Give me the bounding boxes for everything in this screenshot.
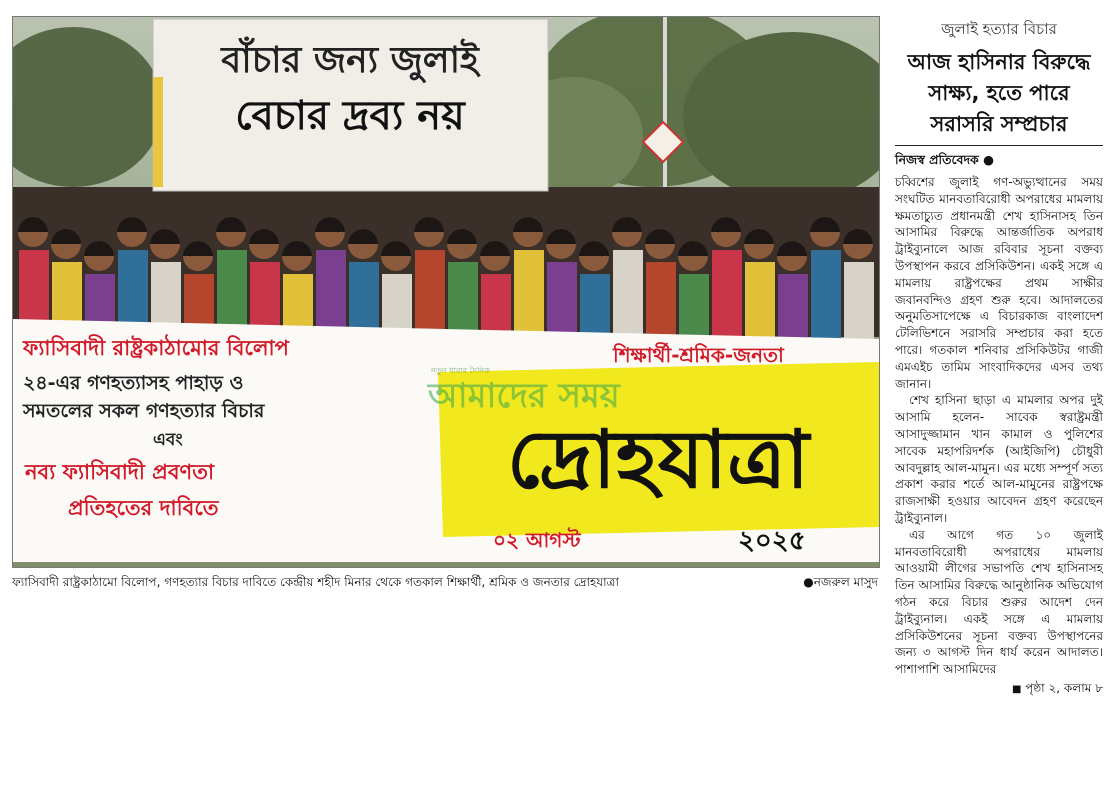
banner-big-word: দ্রোহযাত্রা [506, 413, 810, 506]
article-byline [895, 152, 1103, 172]
watermark-text: আমাদের সময় [428, 376, 620, 416]
article-body [895, 174, 1103, 678]
bullet-icon: ● [983, 152, 995, 167]
banner-right-top: শিক্ষার্থী-শ্রমিক-জনতা [613, 343, 784, 367]
photo-caption [12, 574, 878, 594]
article-paragraph: এর আগে গত ১০ জুলাই মানবতাবিরোধী অপরাধের মামলায় আওয়ামী লীগের সভাপতি শেখ হাসিনাসহ তিন আসামির বিরুদ্ধে আনুষ্ঠানিক অভিযোগ গঠন করে বিচার শুরুর আদেশ দেন ট্রাইব্যুনাল। একই সঙ্গে এ মামলায় প্রসিকিউশনের সূচনা বক্তব্য উপস্থাপনের জন্য ৩ আগস্ট দিন ধার্য করেন আদালত। পাশাপাশি আসামিদের [895, 527, 1103, 677]
news-photo [12, 16, 880, 568]
main-banner [13, 319, 879, 562]
continued-link[interactable] [895, 680, 1103, 700]
article-headline: আজ হাসিনার বিরুদ্ধে সাক্ষ্য, হতে পারে সরাসরি সম্প্রচার [907, 50, 1091, 136]
banner-left-line6: প্রতিহতের দাবিতে [68, 496, 219, 520]
photo-credit: ● নজরুল মাসুদ [803, 574, 878, 594]
banner-top [153, 19, 548, 191]
banner-top-line1: বাঁচার জন্য জুলাই [221, 40, 479, 81]
article-paragraph: শেখ হাসিনা ছাড়া এ মামলার অপর দুই আসামি হলেন- সাবেক স্বরাষ্ট্রমন্ত্রী আসাদুজ্জামান খান কামাল ও পুলিশের সাবেক মহাপরিদর্শক (আইজিপি) চৌধুরী আবদুল্লাহ আল-মামুন। এর মধ্যে সম্পূর্ণ সত্য প্রকাশ করার শর্তে আল-মামুনের রাষ্ট্রপক্ষে রাজসাক্ষী হওয়ার আবেদন গ্রহণ করেছেন ট্রাইব্যুনাল। [895, 393, 1103, 525]
person-body [514, 250, 544, 340]
person-body [415, 250, 445, 340]
banner-left-line4: এবং [153, 430, 183, 450]
divider [895, 145, 1103, 146]
caption-text: ফ্যাসিবাদী রাষ্ট্রকাঠামো বিলোপ, গণহত্যার বিচার দাবিতে কেন্দ্রীয় শহীদ মিনার থেকে গতকাল শিক্ষার্থী, শ্রমিক ও জনতার দ্রোহযাত্রা [12, 575, 619, 589]
person-body [811, 250, 841, 340]
news-article [895, 18, 1103, 700]
banner-left-line3: সমতলের সকল গণহত্যার বিচার [23, 400, 265, 422]
banner-year: ২০২৫ [738, 526, 806, 556]
byline-text: নিজস্ব প্রতিবেদক [895, 152, 979, 167]
banner-top-line2: বেচার দ্রব্য নয় [235, 93, 465, 139]
watermark-small: নতুন ধারার দৈনিক [431, 366, 490, 375]
protest-march-photo [13, 17, 879, 567]
banner-left-line1: ফ্যাসিবাদী রাষ্ট্রকাঠামোর বিলোপ [23, 336, 289, 360]
continued-text: পৃষ্ঠা ২, কলাম ৮ [1025, 680, 1103, 695]
person-body [712, 250, 742, 340]
article-paragraph: চব্বিশের জুলাই গণ-অভ্যুত্থানের সময় সংঘটিত মানবতাবিরোধী অপরাধের মামলায় ক্ষমতাচ্যুত প্রধানমন্ত্রী শেখ হাসিনাসহ তিন আসামির বিরুদ্ধে আন্তর্জাতিক অপরাধ ট্রাইব্যুনালে আজ রবিবার সূচনা বক্তব্য উপস্থাপন করবে প্রসিকিউশন। একই সঙ্গে এ মামলায় রাষ্ট্রপক্ষের প্রথম সাক্ষীর জবানবন্দিও গ্রহণ শুরু হবে। আদালতের অনুমতিসাপেক্ষে এ বিচারকাজ বাংলাদেশ টেলিভিশনে সরাসরি সম্প্রচার করা হতে পারে। গতকাল শনিবার প্রসিকিউটর গাজী এমএইচ তামিম সাংবাদিকদের এসব তথ্য জানান। [895, 175, 1103, 391]
banner-left-line2: ২৪-এর গণহত্যাসহ পাহাড় ও [23, 372, 244, 394]
banner-left-line5: নব্য ফ্যাসিবাদী প্রবণতা [25, 460, 215, 484]
banner-date: ০২ আগস্ট [493, 528, 581, 552]
person-body [613, 250, 643, 340]
article-kicker: জুলাই হত্যার বিচার [941, 20, 1057, 38]
square-icon: ■ [1011, 683, 1022, 695]
